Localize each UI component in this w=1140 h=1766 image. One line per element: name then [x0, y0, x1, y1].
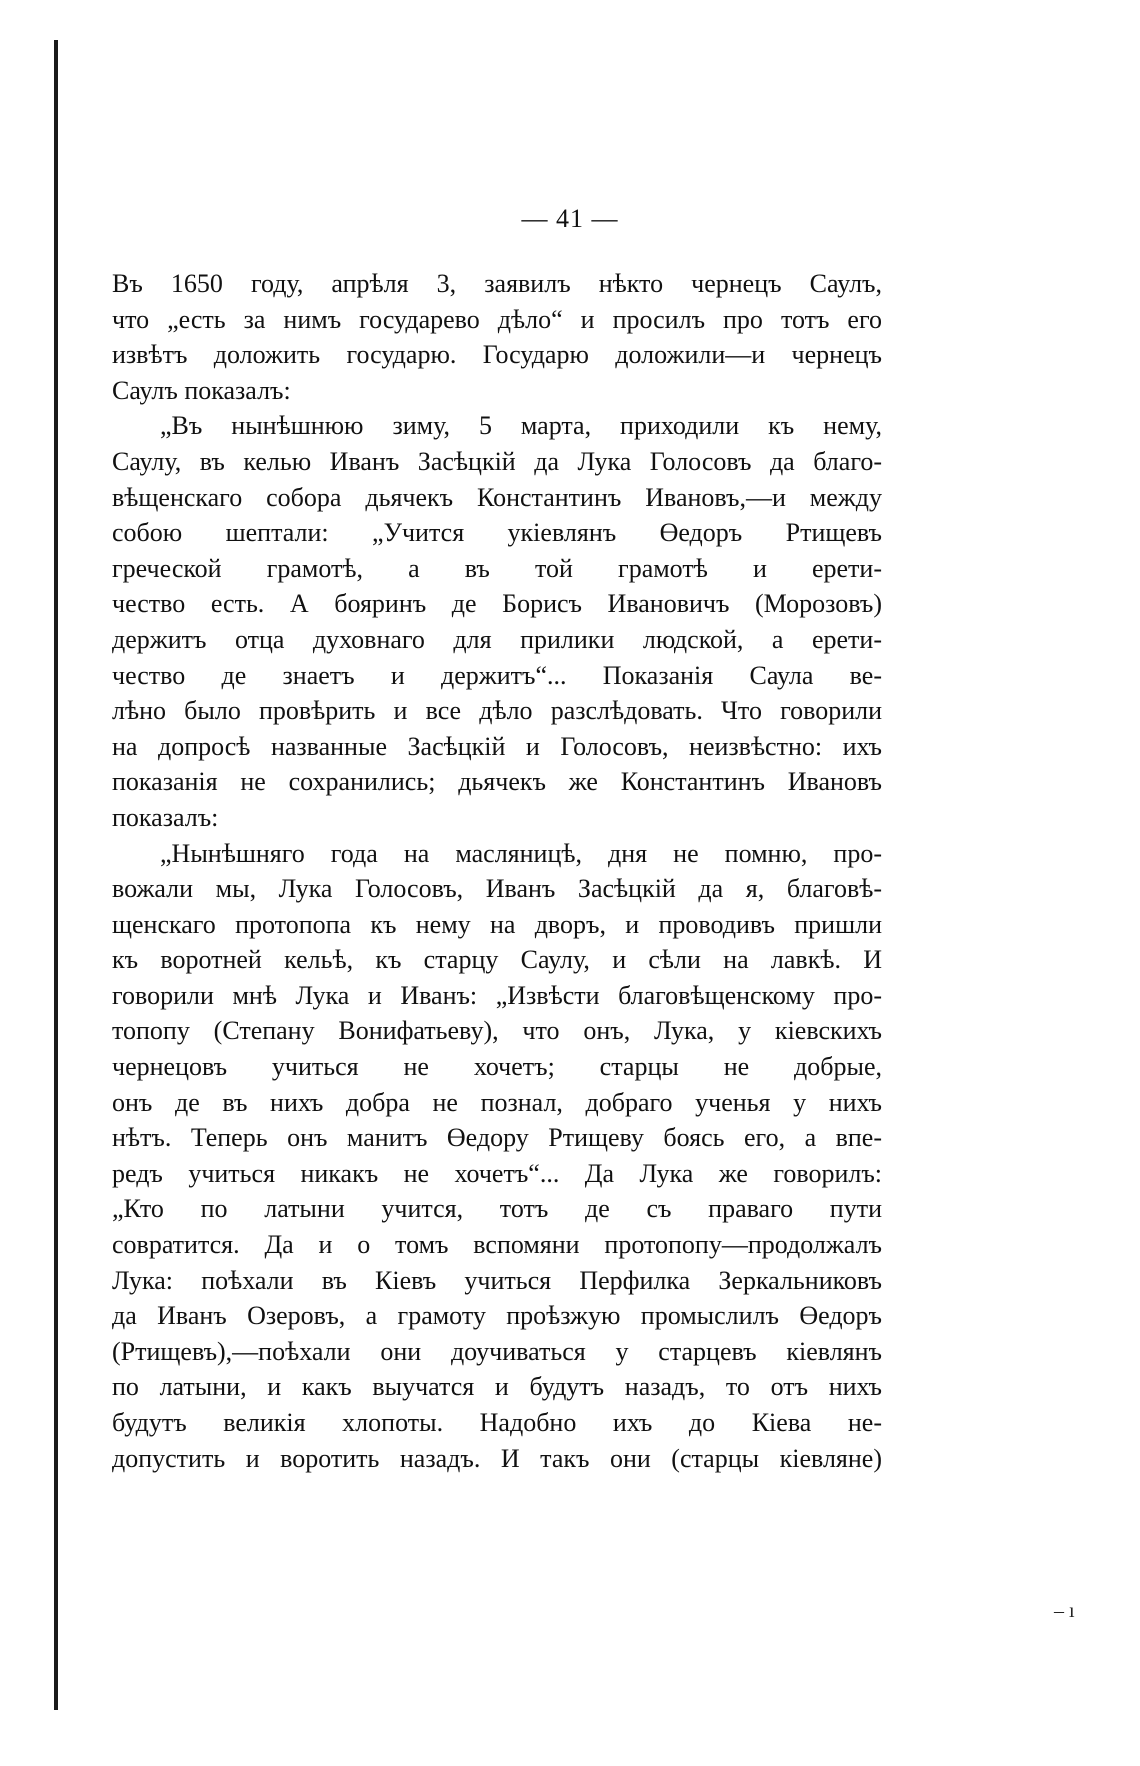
- text-line: нѣтъ. Теперь онъ манитъ Өедору Ртищеву боясь его, а впе-: [112, 1123, 882, 1153]
- text-line: топопу (Степану Вонифатьеву), что онъ, Лука, у кіевскихъ: [112, 1016, 882, 1046]
- text-line: говорили мнѣ Лука и Иванъ: „Извѣсти благовѣщенскому про-: [112, 980, 882, 1010]
- binding-edge: [54, 40, 58, 1710]
- text-line: собою шептали: „Учится укіевлянъ Өедоръ Ртищевъ: [112, 518, 882, 548]
- text-line: по латыни, и какъ выучатся и будутъ назадъ, то отъ нихъ: [112, 1372, 882, 1402]
- text-line: (Ртищевъ),—поѣхали они доучиваться у старцевъ кіевлянъ: [112, 1336, 882, 1366]
- text-line: извѣтъ доложить государю. Государю доложили—и чернецъ: [112, 340, 882, 370]
- text-line: вожали мы, Лука Голосовъ, Иванъ Засѣцкій да я, благовѣ-: [112, 874, 882, 904]
- text-line: лѣно было провѣрить и все дѣло разслѣдовать. Что говорили: [112, 696, 882, 726]
- text-line: чество де знаетъ и держитъ“... Показанія Саула ве-: [112, 660, 882, 690]
- page-number: — 41 —: [521, 204, 619, 233]
- text-line: редъ учиться никакъ не хочетъ“... Да Лука же говорилъ:: [112, 1158, 882, 1188]
- text-line: допустить и воротить назадъ. И такъ они (старцы кіевляне): [112, 1443, 882, 1473]
- text-line: совратится. Да и о томъ вспомяни протопопу—продолжалъ: [112, 1230, 882, 1260]
- text-line: будутъ великія хлопоты. Надобно ихъ до Кіева не-: [112, 1408, 882, 1437]
- text-line: Саулъ показалъ:: [112, 375, 291, 405]
- body-text: [112, 266, 882, 1476]
- text-line: „Кто по латыни учится, тотъ де съ праваго пути: [112, 1194, 882, 1224]
- text-line: показанія не сохранились; дьячекъ же Константинъ Ивановъ: [112, 767, 882, 797]
- text-line: „Нынѣшняго года на масляницѣ, дня не помню, про-: [160, 838, 882, 868]
- text-line: Саулу, въ келью Иванъ Засѣцкій да Лука Голосовъ да благо-: [112, 446, 882, 476]
- text-line: къ воротней кельѣ, къ старцу Саулу, и сѣли на лавкѣ. И: [112, 945, 882, 975]
- text-line: вѣщенскаго собора дьячекъ Константинъ Ивановъ,—и между: [112, 482, 882, 512]
- text-line: онъ де въ нихъ добра не познал, добраго ученья у нихъ: [112, 1087, 882, 1117]
- text-line: что „есть за нимъ государево дѣло“ и просилъ про тотъ его: [112, 304, 882, 334]
- text-line: чернецовъ учиться не хочетъ; старцы не добрые,: [112, 1052, 882, 1082]
- text-line: да Иванъ Озеровъ, а грамоту проѣзжую промыслилъ Өедоръ: [112, 1301, 882, 1331]
- text-line: Лука: поѣхали въ Кіевъ учиться Перфилка Зеркальниковъ: [112, 1265, 882, 1295]
- text-line: Въ 1650 году, апрѣля 3, заявилъ нѣкто чернецъ Саулъ,: [112, 269, 882, 298]
- text-line: щенскаго протопопа къ нему на дворъ, и проводивъ пришли: [112, 909, 882, 939]
- text-line: чество есть. А бояринъ де Борисъ Ивановичъ (Морозовъ): [112, 589, 882, 619]
- text-line: показалъ:: [112, 802, 219, 832]
- text-line: на допросѣ названные Засѣцкій и Голосовъ, неизвѣстно: ихъ: [112, 731, 882, 761]
- text-line: „Въ нынѣшнюю зиму, 5 марта, приходили къ нему,: [160, 411, 882, 441]
- text-line: держитъ отца духовнаго для прилики людской, а ерети-: [112, 624, 882, 654]
- text-line: греческой грамотѣ, а въ той грамотѣ и ерети-: [112, 553, 882, 583]
- margin-mark: – ı: [1054, 1600, 1075, 1622]
